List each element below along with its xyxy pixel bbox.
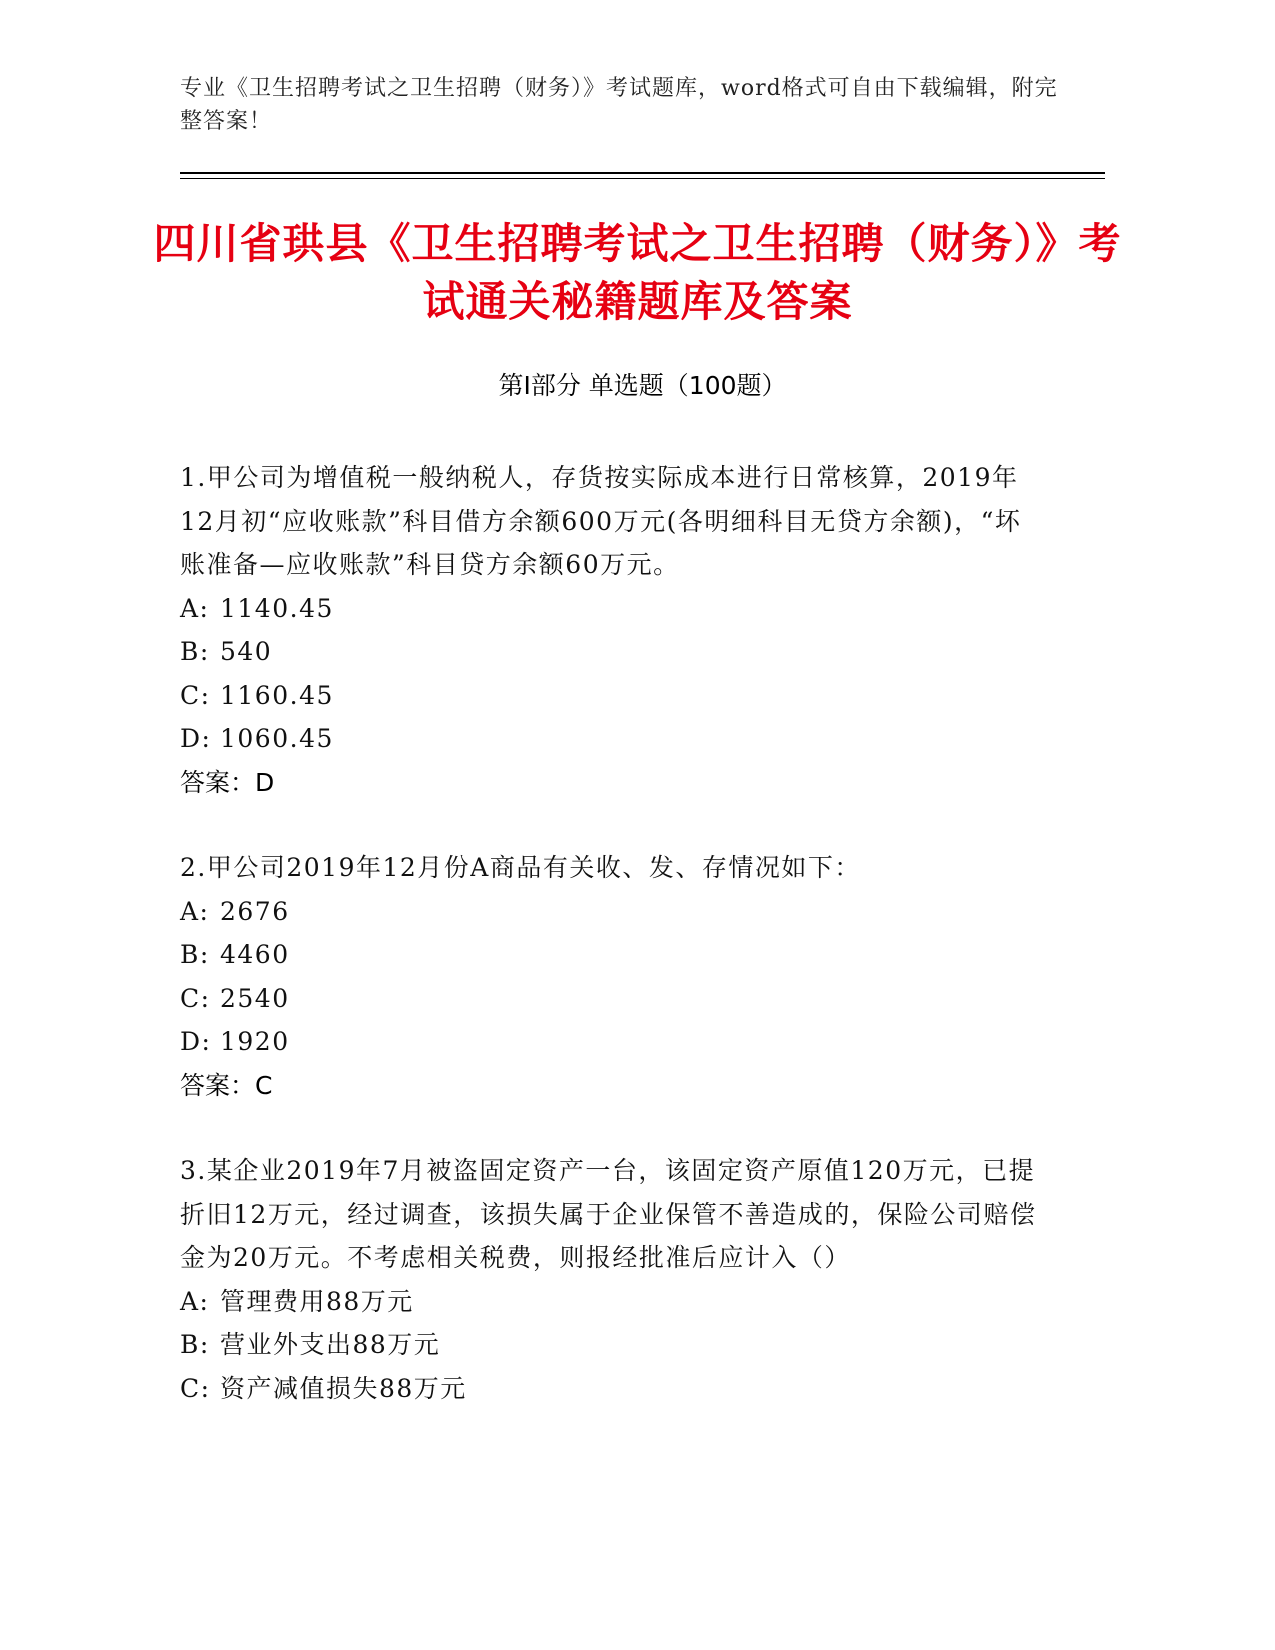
option-b [180,1323,1040,1367]
option-letter: B: [180,1330,210,1359]
option-a [180,890,1040,934]
option-text: 营业外支出88万元 [220,1330,441,1359]
option-letter: D: [180,724,212,753]
option-letter: C: [180,680,211,710]
header-note: 专业《卫生招聘考试之卫生招聘（财务）》考试题库，word格式可自由下载编辑，附完整答案！ [180,76,1058,134]
option-letter: A: [180,1286,210,1316]
option-d [180,717,1040,761]
option-text: 2676 [220,896,290,926]
option-c [180,1367,1040,1411]
option-a [180,1280,1040,1324]
question-stem: 1.甲公司为增值税一般纳税人，存货按实际成本进行日常核算，2019年12月初“应收账款”科目借方余额600万元(各明细科目无贷方余额)，“坏账准备—应收账款”科目贷方余额60万元。 [180,463,1022,579]
option-letter: D: [180,1027,212,1056]
option-letter: C: [180,983,211,1013]
section-heading: 第Ⅰ部分 单选题（100题） [498,371,787,400]
option-b [180,933,1040,977]
option-text: 1060.45 [220,724,334,753]
option-text: 管理费用88万元 [220,1286,414,1316]
option-letter: B: [180,637,210,666]
option-text: 540 [220,637,273,666]
option-letter: B: [180,940,210,969]
option-letter: A: [180,896,210,926]
option-text: 1160.45 [220,680,334,710]
option-d [180,1020,1040,1064]
document-title: 四川省珙县《卫生招聘考试之卫生招聘（财务）》考试通关秘籍题库及答案 [153,219,1122,326]
question-list [180,456,1040,1452]
option-text: 资产减值损失88万元 [220,1373,467,1403]
question-1 [180,456,1040,804]
question-3 [180,1149,1040,1410]
answer: 答案：C [180,1070,273,1100]
option-a [180,587,1040,631]
option-c [180,674,1040,718]
question-stem: 3.某企业2019年7月被盗固定资产一台，该固定资产原值120万元，已提折旧12万元，经过调查，该损失属于企业保管不善造成的，保险公司赔偿金为20万元。不考虑相关税费，则报经批准后应计入（） [180,1156,1037,1272]
option-letter: C: [180,1373,211,1403]
option-letter: A: [180,593,210,623]
option-text: 1140.45 [220,593,334,623]
header-rule-thick [180,172,1105,174]
answer: 答案：D [180,767,275,797]
option-b [180,630,1040,674]
option-text: 2540 [220,983,290,1013]
question-2 [180,846,1040,1107]
question-stem: 2.甲公司2019年12月份A商品有关收、发、存情况如下： [180,853,861,882]
header-rule-thin [180,178,1105,179]
option-text: 1920 [220,1027,290,1056]
option-text: 4460 [220,940,290,969]
option-c [180,977,1040,1021]
